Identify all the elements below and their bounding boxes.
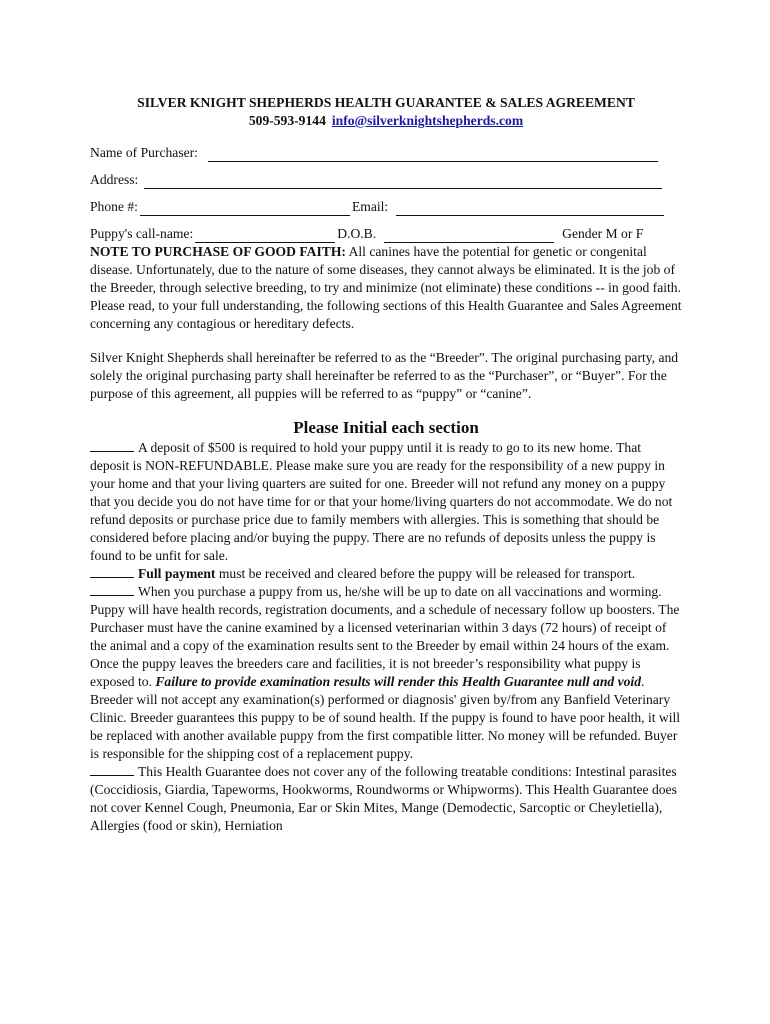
email-label: Email: — [351, 199, 389, 214]
callname-field[interactable] — [195, 229, 335, 243]
payment-section — [90, 565, 682, 583]
payment-heading: Full payment — [138, 566, 216, 581]
initial-field-payment[interactable] — [90, 565, 134, 578]
callname-label: Puppy's call-name: — [90, 226, 194, 241]
purchaser-name-field[interactable] — [208, 148, 658, 162]
contact-line — [90, 112, 682, 130]
address-label: Address: — [90, 172, 139, 187]
address-field[interactable] — [144, 175, 662, 189]
payment-text: must be received and cleared before the puppy will be released for transport. — [215, 566, 636, 581]
gender-label: Gender M or F — [562, 226, 644, 241]
initial-field-health[interactable] — [90, 583, 134, 596]
good-faith-note — [90, 243, 682, 333]
deposit-text: A deposit of $500 is required to hold your puppy until it is ready to go to its new home. That deposit is NON-REFUNDABLE. Please make sure you are ready for the responsibility of a new puppy in your home and that your living quarters are suited for one. Breeder will not refund any money on a puppy that you decide you do not have time for or that your home/living quarters do not accommodate. We do not refund deposits or purchase price due to family members with allergies. This is something that should be considered before placing and/or buying the puppy. There are no refunds of deposits unless the puppy is found to be unfit for sale. — [90, 440, 673, 563]
address-row — [90, 171, 682, 189]
purchaser-form — [90, 144, 682, 243]
phone-field[interactable] — [140, 202, 350, 216]
coverage-text: This Health Guarantee does not cover any of the following treatable conditions: Intestinal parasites (Coccidiosis, Giardia, Tapeworms, Hookworms, Roundworms or Whipworms). This Health Guarantee does not cover Kennel Cough, Pneumonia, Ear or Skin Mites, Mange (Demodectic, Sarcoptic or Cheyletiella), Allergies (food or skin), Herniation — [90, 764, 677, 833]
definitions-paragraph: Silver Knight Shepherds shall hereinafter be referred to as the “Breeder”. The original purchasing party, and solely the original purchasing party shall hereinafter be referred to as the “Purchaser”, or “Buyer”. For the purpose of this agreement, all puppies will be referred to as “puppy” or “canine”. — [90, 350, 679, 401]
puppy-row — [90, 225, 682, 243]
section-heading: Please Initial each section — [293, 418, 479, 437]
note-text: All canines have the potential for genetic or congenital disease. Unfortunately, due to the nature of some diseases, they cannot always be eliminated. It is the job of the Breeder, through selective breeding, to try and minimize (not eliminate) these conditions -- in good faith. Please read, to your full understanding, the following sections of this Health Guarantee and Sales Agreement concerning any contagious or hereditary defects. — [90, 244, 682, 331]
note-heading: NOTE TO PURCHASE OF GOOD FAITH: — [90, 244, 346, 259]
initial-field-deposit[interactable] — [90, 439, 134, 452]
deposit-section — [90, 439, 682, 565]
purchaser-row — [90, 144, 682, 162]
dob-field[interactable] — [384, 229, 554, 243]
health-text-b: . Breeder will not accept any examination(s) performed or diagnosis' given by/from any Banfield Veterinary Clinic. Breeder guarantees this puppy to be of sound health. If the puppy is found to have poor health, it will be replaced with another available puppy from the first compatible litter. No money will be refunded. Buyer is responsible for the shipping cost of a replacement puppy. — [90, 674, 681, 761]
coverage-section — [90, 763, 682, 835]
initial-field-coverage[interactable] — [90, 763, 134, 776]
health-text-a: When you purchase a puppy from us, he/she will be up to date on all vaccinations and worming. Puppy will have health records, registration documents, and a schedule of necessary follow up boosters. The Purchaser must have the canine examined by a licensed veterinarian within 3 days (72 hours) of receipt of the animal and a copy of the examination results sent to the Breeder by email within 24 hours of the exam. Once the puppy leaves the breeders care and facilities, it is not breeder’s responsibility what puppy is exposed to. — [90, 584, 680, 689]
agreement-page — [90, 94, 682, 835]
dob-label: D.O.B. — [337, 226, 377, 241]
email-link[interactable]: info@silverknightshepherds.com — [331, 113, 524, 128]
phone-number: 509-593-9144 — [248, 113, 326, 128]
phone-email-row — [90, 198, 682, 216]
email-field[interactable] — [396, 202, 664, 216]
document-title: SILVER KNIGHT SHEPHERDS HEALTH GUARANTEE & SALES AGREEMENT — [137, 95, 635, 110]
purchaser-label: Name of Purchaser: — [90, 145, 198, 160]
health-section — [90, 583, 682, 763]
phone-label: Phone #: — [90, 199, 138, 214]
health-warning: Failure to provide examination results will render this Health Guarantee null and void — [155, 674, 641, 689]
